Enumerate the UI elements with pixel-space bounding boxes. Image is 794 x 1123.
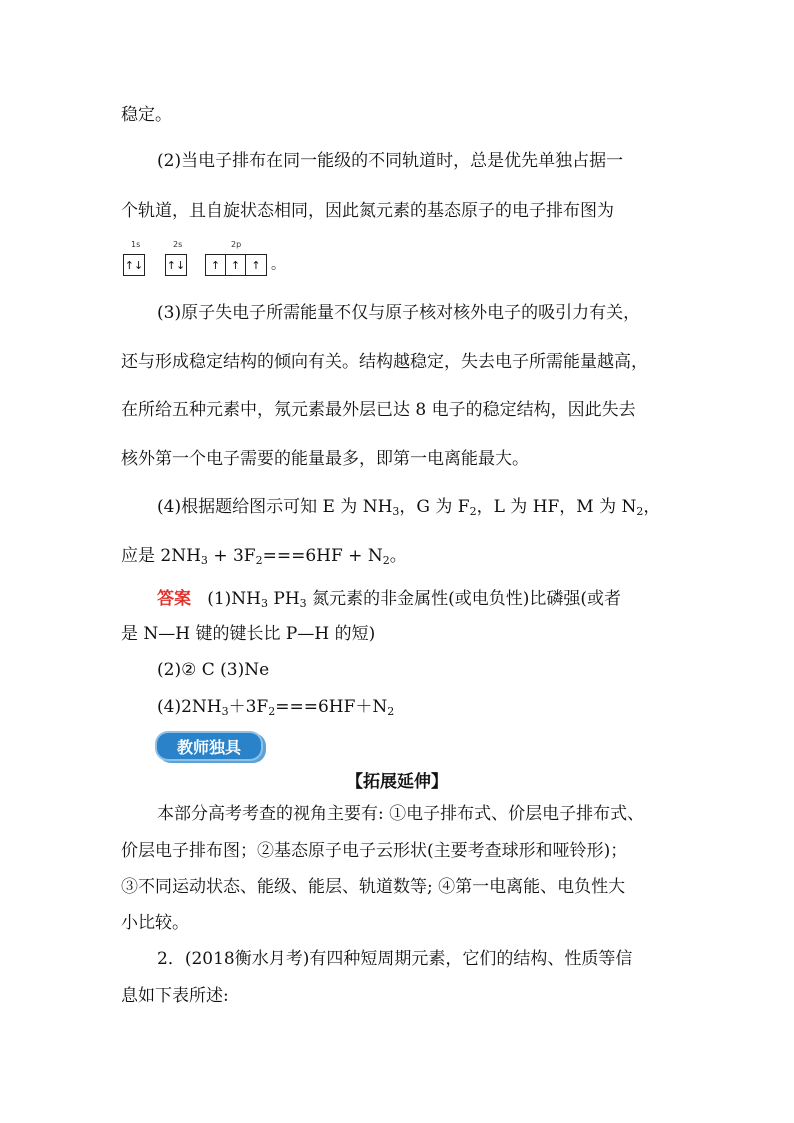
teacher-exclusive-badge: 教师独具 [157,733,261,759]
text-line: 息如下表所述: [121,986,229,1006]
question-line: 2．(2018衡水月考)有四种短周期元素，它们的结构、性质等信 [157,949,633,969]
text-line: (2)② C (3)Ne [157,660,270,680]
text-line: 小比较。 [121,913,189,933]
paired-spin-arrows-icon: ↑↓ [124,258,144,272]
period: 。 [271,257,285,273]
answer-line: 答案 $(1)NH_3$ $PH_3$ 氮元素的非金属性(或电负性)比磷强(或者 [157,589,621,610]
text-line: $(4)2NH_3+3F_2===6HF+N_2$ [157,697,395,718]
text-line: 稳定。 [121,105,172,125]
orbital-label-1s: 1s [131,240,141,249]
text-line: 是 N—H 键的键长比 P—H 的短) [121,624,376,644]
text-line: (4)根据题给图示可知 E 为 $NH_3$，G 为 $F_2$，L 为 HF，M 为 $N_2$， [157,497,661,518]
orbital-box-2p [205,254,267,276]
up-spin-arrow-icon: ↑ [226,255,246,275]
section-title: 【拓展延伸】 [346,772,448,792]
text-line: 还与形成稳定结构的倾向有关。结构越稳定，失去电子所需能量越高， [121,352,648,372]
text-line: ③不同运动状态、能级、能层、轨道数等; ④第一电离能、电负性大 [121,877,626,897]
text-line: (2)当电子排布在同一能级的不同轨道时，总是优先单独占据一 [157,151,624,171]
up-spin-arrow-icon: ↑ [206,255,226,275]
orbital-label-2s: 2s [173,240,183,249]
paired-spin-arrows-icon: ↑↓ [166,258,186,272]
up-spin-arrow-icon: ↑ [251,258,261,272]
answer-label: 答案 [157,589,191,609]
text-line: (3)原子失电子所需能量不仅与原子核对核外电子的吸引力有关， [157,303,641,323]
text-line: 核外第一个电子需要的能量最多，即第一电离能最大。 [121,449,529,469]
orbital-box-1s [123,254,145,276]
text-line: 应是 $2NH_3 + 3F_2===6HF + N_2$。 [121,546,407,567]
orbital-box-2s [165,254,187,276]
orbital-label-2p: 2p [231,240,242,249]
text-line: 个轨道，且自旋状态相同，因此氮元素的基态原子的电子排布图为 [121,201,614,221]
text-line: 价层电子排布图；②基态原子电子云形状(主要考查球形和哑铃形)； [121,841,628,861]
text-line: 本部分高考考查的视角主要有: ①电子排布式、价层电子排布式、 [157,804,645,824]
text-line: 在所给五种元素中，氖元素最外层已达 8 电子的稳定结构，因此失去 [121,400,636,420]
electron-orbital-diagram [121,240,291,282]
